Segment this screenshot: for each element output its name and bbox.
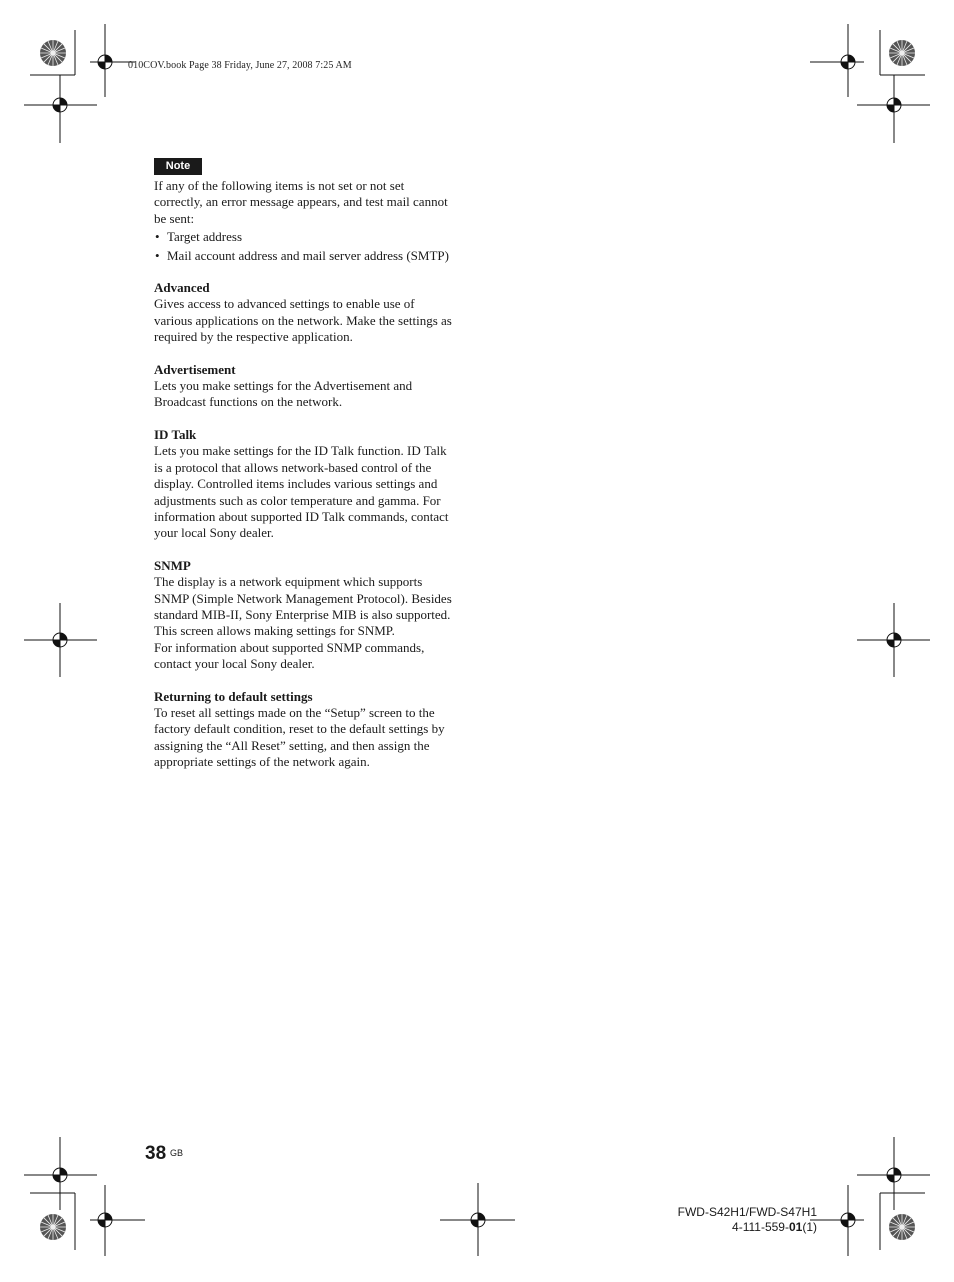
code-bold: 01	[788, 1220, 803, 1234]
section-snmp	[154, 558, 456, 673]
section-advertisement	[154, 362, 456, 411]
section-heading: SNMP	[154, 557, 191, 573]
bullet-text: Target address	[167, 229, 243, 245]
main-column	[154, 157, 456, 771]
section-returning-to-default	[154, 689, 456, 771]
model-info	[678, 1205, 817, 1235]
list-item	[154, 248, 456, 264]
bullet-symbol: •	[155, 229, 160, 245]
bullet-text: Mail account address and mail server address (SMTP)	[167, 247, 449, 263]
note-bullet-list	[154, 229, 456, 264]
section-paragraph: To reset all settings made on the “Setup” screen to the factory default condition, reset to the default settings by assigning the “All Reset” setting, and then assign the appropriate settings of the network again.	[154, 704, 445, 770]
book-header-info: 010COV.book Page 38 Friday, June 27, 2008 7:25 AM	[128, 60, 352, 71]
bullet-symbol: •	[155, 247, 160, 263]
section-heading: Returning to default settings	[154, 688, 313, 704]
section-paragraph: Lets you make settings for the ID Talk function. ID Talk is a protocol that allows network-based control of the display. Controlled items includes various settings and adjustments such as color temperature and gamma. For information about supported ID Talk commands, contact your local Sony dealer.	[154, 443, 449, 541]
section-paragraph: Gives access to advanced settings to enable use of various applications on the network. Make the settings as required by the respective application.	[154, 296, 452, 345]
note-label: Note	[154, 158, 202, 175]
list-item	[154, 229, 456, 245]
section-heading: ID Talk	[154, 426, 197, 442]
section-id-talk	[154, 427, 456, 542]
code-suffix: (1)	[802, 1220, 817, 1234]
section-paragraph: Lets you make settings for the Advertisement and Broadcast functions on the network.	[154, 378, 413, 410]
page-number: 38	[145, 1143, 167, 1164]
code-prefix: 4-111-559-	[732, 1220, 789, 1234]
model-line: FWD-S42H1/FWD-S47H1	[677, 1205, 817, 1219]
page-language-code: GB	[170, 1148, 184, 1158]
section-paragraph: For information about supported SNMP commands, contact your local Sony dealer.	[154, 639, 425, 672]
section-heading: Advanced	[154, 280, 210, 296]
document-code	[678, 1220, 817, 1235]
section-advanced	[154, 280, 456, 346]
section-paragraph: The display is a network equipment which supports SNMP (Simple Network Management Protocol). Besides standard MIB-II, Sony Enterprise MIB is also supported. This screen allows making settings for SNMP.	[154, 574, 452, 639]
section-heading: Advertisement	[154, 361, 236, 377]
note-text: If any of the following items is not set or not set correctly, an error message appears, and test mail cannot be sent:	[154, 178, 448, 226]
